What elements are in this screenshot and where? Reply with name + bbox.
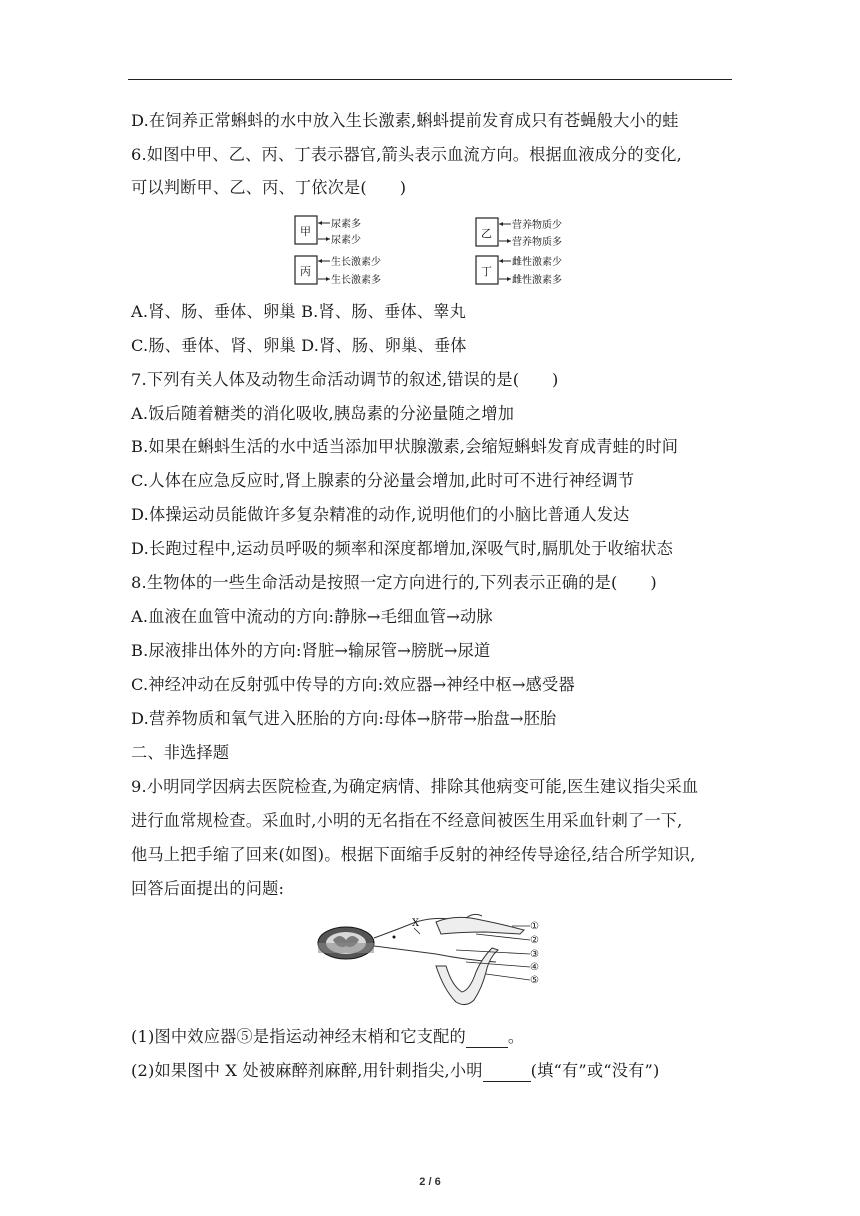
label-4: ④ — [530, 962, 539, 973]
question-6-option-ab: A.肾、肠、垂体、卵巢 B.肾、肠、垂体、睾丸 — [131, 302, 466, 321]
header-rule — [128, 79, 732, 80]
organ-label-jia: 甲 — [300, 225, 311, 238]
question-8-option-d: D.营养物质和氧气进入胚胎的方向:母体→脐带→胎盘→胚胎 — [131, 709, 557, 728]
question-7-option-b: B.如果在蝌蚪生活的水中适当添加甲状腺激素,会缩短蝌蚪发育成青蛙的时间 — [131, 437, 679, 456]
jia-in-text: 尿素多 — [331, 219, 361, 230]
label-1: ① — [530, 921, 539, 932]
question-7-option-c: C.人体在应急反应时,肾上腺素的分泌量会增加,此时可不进行神经调节 — [131, 471, 635, 490]
answer-blank-1[interactable] — [466, 1029, 508, 1048]
organ-label-yi: 乙 — [481, 227, 492, 240]
organ-label-bing: 丙 — [300, 265, 311, 278]
question-7-option-d: D.体操运动员能做许多复杂精准的动作,说明他们的小脑比普通人发达 — [131, 505, 630, 524]
question-9-stem: 9.小明同学因病去医院检查,为确定病情、排除其他病变可能,医生建议指尖采血 — [131, 777, 699, 796]
part-2-end: (填“有”或“没有”) — [530, 1061, 660, 1080]
page-number: 2 / 6 — [419, 1176, 441, 1188]
question-8-option-c: C.神经冲动在反射弧中传导的方向:效应器→神经中枢→感受器 — [131, 675, 575, 694]
question-6-stem-cont: 可以判断甲、乙、丙、丁依次是( ) — [131, 178, 407, 197]
question-9-stem-3: 他马上把手缩了回来(如图)。根据下面缩手反射的神经传导途径,结合所学知识, — [131, 845, 696, 864]
question-7-stem: 7.下列有关人体及动物生命活动调节的叙述,错误的是( ) — [131, 370, 559, 389]
ding-in-text: 雌性激素少 — [512, 257, 562, 268]
part-2-text: (2)如果图中 X 处被麻醉剂麻醉,用针刺指尖,小明 — [131, 1061, 483, 1080]
arm-icon — [436, 948, 498, 1005]
ding-out-text: 雌性激素多 — [512, 275, 562, 286]
hand-icon — [436, 917, 524, 934]
question-9-stem-4: 回答后面提出的问题: — [131, 879, 285, 898]
answer-blank-2[interactable] — [483, 1063, 531, 1082]
label-2: ② — [530, 935, 539, 946]
organ-label-ding: 丁 — [481, 265, 492, 278]
question-8-option-b: B.尿液排出体外的方向:肾脏→输尿管→膀胱→尿道 — [131, 641, 491, 660]
question-6-option-cd: C.肠、垂体、肾、卵巢 D.肾、肠、卵巢、垂体 — [131, 336, 467, 355]
question-7-option-a: A.饭后随着糖类的消化吸收,胰岛素的分泌量随之增加 — [131, 404, 515, 423]
yi-in-text: 营养物质少 — [512, 220, 562, 231]
label-5: ⑤ — [530, 975, 539, 986]
question-9-part-1 — [131, 1026, 524, 1048]
option-d-q5: D.在饲养正常蝌蚪的水中放入生长激素,蝌蚪提前发育成只有苍蝇般大小的蛙 — [131, 111, 679, 130]
question-9-stem-2: 进行血常规检查。采血时,小明的无名指在不经意间被医生用采血针刺了一下, — [131, 811, 683, 830]
question-8-option-a: A.血液在血管中流动的方向:静脉→毛细血管→动脉 — [131, 607, 493, 626]
question-6-stem: 6.如图中甲、乙、丙、丁表示器官,箭头表示血流方向。根据血液成分的变化, — [131, 145, 682, 164]
part-1-end: 。 — [507, 1027, 525, 1046]
part-1-text: (1)图中效应器⑤是指运动神经末梢和它支配的 — [131, 1027, 466, 1046]
label-3: ③ — [530, 949, 539, 960]
yi-out-text: 营养物质多 — [512, 237, 562, 248]
organ-blood-flow-figure — [290, 210, 574, 288]
jia-out-text: 尿素少 — [331, 235, 361, 246]
bing-out-text: 生长激素多 — [331, 275, 381, 286]
section-heading: 二、非选择题 — [131, 743, 230, 762]
x-marker-label: X — [412, 918, 420, 929]
spinal-cord-icon — [318, 927, 374, 959]
question-7-option-d2: D.长跑过程中,运动员呼吸的频率和深度都增加,深吸气时,膈肌处于收缩状态 — [131, 539, 673, 558]
question-8-stem: 8.生物体的一些生命活动是按照一定方向进行的,下列表示正确的是( ) — [131, 573, 657, 592]
bing-in-text: 生长激素少 — [331, 257, 381, 268]
question-9-part-2 — [131, 1060, 660, 1082]
reflex-arc-figure — [316, 910, 546, 1012]
